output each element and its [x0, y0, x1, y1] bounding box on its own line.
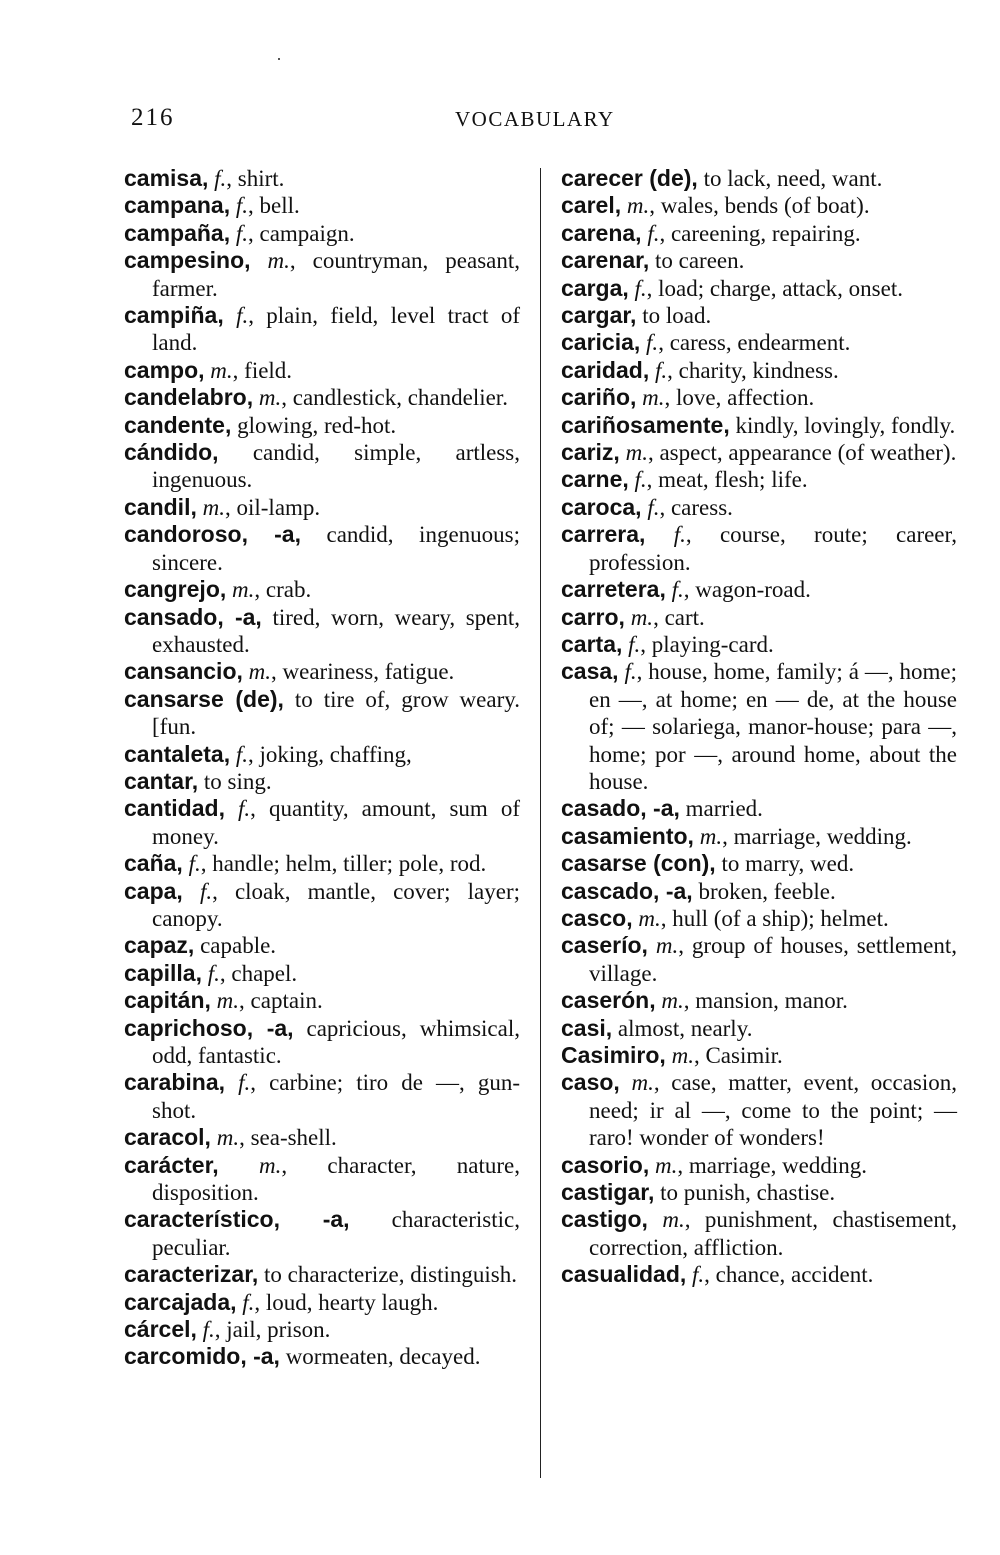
entry-definition: , character, nature, disposition.: [152, 1152, 520, 1206]
entry-definition: , oil-lamp.: [224, 494, 321, 520]
entry-headword: campiña,: [124, 302, 224, 329]
entry-gender: m.: [202, 494, 225, 520]
entry-gender: f.: [242, 1289, 255, 1315]
entry-gender: m.: [699, 823, 723, 849]
entry-definition: , carbine; tiro de —, gun-shot.: [152, 1070, 521, 1123]
entry-gender: m.: [267, 248, 290, 274]
entry-gender: f.: [647, 494, 660, 520]
entry-headword: capilla,: [124, 959, 202, 986]
entry-definition: , field.: [232, 357, 293, 383]
entry-definition: , Casimir.: [693, 1043, 783, 1068]
entry-definition: to careen.: [655, 248, 745, 274]
entry-definition: to sing.: [203, 768, 272, 794]
entry-headword: candoroso, -a,: [124, 521, 301, 548]
vocabulary-entry: [561, 1015, 957, 1042]
entry-definition: kindly, lovingly, fondly.: [735, 412, 956, 438]
vocabulary-entry: [561, 275, 957, 302]
entry-definition: married.: [685, 796, 763, 822]
entry-headword: cándido,: [124, 439, 219, 466]
entry-headword: campesino,: [124, 247, 251, 274]
entry-headword: cariz,: [561, 439, 620, 466]
running-head: VOCABULARY: [455, 107, 615, 131]
entry-definition: , house, home, family; á —, home; en —, at home; en — de, at the house of; — solariega, manor-house; para —, home; por —, around home, about the house.: [589, 659, 957, 794]
entry-definition: , punishment, chastisement, correction, affliction.: [589, 1207, 957, 1260]
vocabulary-entry: [124, 247, 520, 302]
entry-gender: f.: [199, 878, 213, 904]
vocabulary-entry: [561, 329, 957, 356]
entry-definition: characteristic, peculiar.: [152, 1207, 520, 1260]
entry-headword: cascado, -a,: [561, 877, 693, 904]
vocabulary-entry: [561, 192, 957, 219]
vocabulary-entry: [124, 494, 520, 521]
vocabulary-entry: [561, 384, 957, 411]
vocabulary-entry: [124, 521, 520, 576]
vocabulary-entry: [124, 1015, 520, 1070]
entry-definition: to marry, wed.: [721, 851, 855, 877]
entry-headword: candelabro,: [124, 384, 254, 411]
entry-definition: , wales, bends (of boat).: [649, 193, 870, 219]
entry-gender: f.: [235, 193, 248, 219]
entry-definition: , careening, repairing.: [659, 220, 861, 246]
vocabulary-entry: [124, 1289, 520, 1316]
entry-definition: , mansion, manor.: [683, 988, 848, 1014]
vocabulary-entry: [124, 357, 520, 384]
entry-headword: carel,: [561, 192, 622, 219]
entry-gender: f.: [692, 1262, 705, 1288]
entry-headword: casi,: [561, 1014, 613, 1041]
entry-definition: , bell.: [248, 193, 300, 219]
vocabulary-entry: [561, 1261, 957, 1288]
entry-definition: , quantity, amount, sum of money.: [152, 796, 521, 849]
vocabulary-entry: [561, 932, 957, 987]
entry-definition: capricious, whimsical, odd, fantastic.: [152, 1015, 520, 1068]
entry-headword: cariñosamente,: [561, 411, 730, 438]
entry-headword: casado, -a,: [561, 795, 680, 822]
vocabulary-entry: [561, 466, 957, 493]
entry-gender: m.: [216, 1125, 240, 1151]
vocabulary-entry: [561, 165, 957, 192]
entry-headword: capitán,: [124, 987, 211, 1014]
left-column: [124, 165, 520, 1371]
entry-definition: , captain.: [239, 988, 323, 1014]
entry-headword: castigar,: [561, 1179, 655, 1206]
entry-gender: m.: [248, 659, 272, 685]
entry-headword: casarse (con),: [561, 850, 716, 877]
vocabulary-entry: [124, 960, 520, 987]
vocabulary-entry: [124, 412, 520, 439]
entry-gender: m.: [642, 385, 665, 411]
entry-headword: carcajada,: [124, 1288, 237, 1315]
entry-headword: casco,: [561, 904, 633, 931]
entry-gender: f.: [624, 659, 637, 685]
entry-gender: m.: [671, 1043, 694, 1068]
entry-definition: , load; charge, attack, onset.: [646, 275, 903, 301]
vocabulary-entry: [124, 1152, 520, 1207]
vocabulary-entry: [561, 494, 957, 521]
vocabulary-entry: [124, 1261, 520, 1288]
entry-gender: f.: [654, 357, 668, 383]
entry-headword: casorio,: [561, 1151, 650, 1178]
vocabulary-entry: [124, 932, 520, 959]
entry-gender: m.: [258, 1152, 282, 1178]
entry-definition: , joking, chaffing,: [248, 741, 412, 767]
vocabulary-entry: [561, 302, 957, 329]
entry-gender: f.: [238, 796, 251, 822]
entry-gender: m.: [216, 988, 240, 1014]
vocabulary-entry: [561, 658, 957, 795]
entry-headword: carta,: [561, 630, 623, 657]
entry-definition: almost, nearly.: [617, 1015, 753, 1041]
entry-headword: caricia,: [561, 329, 641, 356]
entry-definition: , caress.: [659, 494, 733, 520]
vocabulary-entry: [124, 741, 520, 768]
entry-gender: m.: [638, 905, 661, 931]
entry-headword: caso,: [561, 1069, 620, 1096]
entry-gender: f.: [235, 741, 248, 767]
entry-headword: caserío,: [561, 932, 648, 959]
entry-headword: casamiento,: [561, 822, 694, 849]
vocabulary-entry: [561, 521, 957, 576]
entry-definition: , meat, flesh; life.: [646, 467, 808, 493]
entry-headword: cansancio,: [124, 658, 243, 685]
entry-gender: m.: [258, 385, 282, 411]
entry-headword: caserón,: [561, 987, 656, 1014]
entry-headword: candente,: [124, 411, 232, 438]
entry-headword: caprichoso, -a,: [124, 1014, 294, 1041]
entry-gender: f.: [214, 166, 227, 191]
vocabulary-entry: [561, 1179, 957, 1206]
entry-headword: cansado, -a,: [124, 603, 262, 630]
entry-headword: caroca,: [561, 493, 642, 520]
entry-headword: carabina,: [124, 1069, 225, 1096]
entry-definition: , aspect, appearance (of weather).: [647, 440, 957, 466]
entry-headword: cantaleta,: [124, 740, 231, 767]
entry-gender: f.: [238, 1070, 251, 1096]
entry-definition: , plain, field, level tract of land.: [152, 303, 520, 356]
entry-headword: campana,: [124, 192, 231, 219]
entry-headword: cárcel,: [124, 1316, 197, 1343]
vocabulary-entry: [124, 439, 520, 494]
entry-gender: m.: [232, 577, 255, 603]
entry-headword: capa,: [124, 877, 183, 904]
vocabulary-entry: [561, 631, 957, 658]
entry-definition: wormeaten, decayed.: [285, 1344, 481, 1370]
vocabulary-entry: [561, 247, 957, 274]
entry-definition: , marriage, wedding.: [677, 1152, 868, 1178]
vocabulary-entry: [561, 1069, 957, 1151]
vocabulary-entry: [561, 1152, 957, 1179]
entry-definition: , weariness, fatigue.: [271, 659, 455, 685]
entry-headword: casualidad,: [561, 1261, 687, 1288]
entry-headword: cantar,: [124, 767, 199, 794]
entry-definition: , handle; helm, tiller; pole, rod.: [200, 851, 487, 877]
entry-headword: campaña,: [124, 219, 231, 246]
entry-definition: , cloak, mantle, cover; layer; canopy.: [152, 878, 521, 931]
entry-headword: carrera,: [561, 521, 646, 548]
entry-definition: , playing-card.: [640, 631, 774, 657]
vocabulary-entry: [124, 1206, 520, 1261]
entry-headword: Casimiro,: [561, 1042, 666, 1068]
entry-definition: , love, affection.: [664, 385, 815, 411]
entry-headword: caracterizar,: [124, 1261, 259, 1288]
vocabulary-entry: [124, 795, 520, 850]
entry-definition: , chapel.: [219, 960, 298, 986]
vocabulary-entry: [561, 220, 957, 247]
entry-headword: cansarse (de),: [124, 685, 284, 712]
entry-gender: m.: [662, 1207, 685, 1233]
vocabulary-entry: [124, 1316, 520, 1343]
entry-definition: , sea-shell.: [239, 1125, 337, 1151]
entry-definition: to characterize, distinguish.: [264, 1262, 517, 1288]
entry-gender: f.: [634, 467, 647, 493]
entry-definition: , shirt.: [226, 166, 285, 191]
entry-gender: f.: [634, 275, 647, 301]
entry-definition: candid, ingenuous; sincere.: [152, 522, 520, 575]
entry-headword: cangrejo,: [124, 576, 227, 603]
entry-definition: to punish, chastise.: [660, 1180, 836, 1206]
entry-definition: , campaign.: [248, 220, 355, 246]
entry-definition: candid, simple, artless, ingenuous.: [152, 440, 520, 493]
entry-headword: carena,: [561, 219, 642, 246]
column-rule: [540, 168, 541, 1478]
entry-headword: caña,: [124, 850, 183, 877]
entry-definition: , countryman, peasant, farmer.: [152, 248, 520, 301]
entry-headword: carecer (de),: [561, 165, 698, 191]
vocabulary-entry: [561, 878, 957, 905]
entry-gender: m.: [661, 988, 684, 1014]
entry-headword: carretera,: [561, 576, 666, 603]
entry-headword: característico, -a,: [124, 1206, 350, 1233]
vocabulary-entry: [561, 412, 957, 439]
vocabulary-entry: [124, 192, 520, 219]
entry-definition: to tire of, grow weary. [fun.: [152, 686, 520, 740]
vocabulary-entry: [561, 439, 957, 466]
entry-definition: , marriage, wedding.: [722, 823, 912, 849]
page-number: 216: [131, 104, 175, 131]
right-column: [561, 165, 957, 1289]
vocabulary-entry: [124, 686, 520, 741]
entry-headword: candil,: [124, 493, 197, 520]
entry-gender: f.: [188, 851, 201, 877]
vocabulary-entry: [124, 878, 520, 933]
entry-definition: , wagon-road.: [683, 577, 811, 603]
vocabulary-entry: [124, 658, 520, 685]
entry-gender: f.: [235, 220, 248, 246]
vocabulary-entry: [561, 604, 957, 631]
entry-headword: cariño,: [561, 384, 637, 411]
entry-gender: m.: [654, 1152, 678, 1178]
entry-headword: cargar,: [561, 302, 637, 329]
entry-definition: , group of houses, settlement, village.: [589, 933, 957, 986]
entry-definition: , case, matter, event, occasion, need; ir al —, come to the point; — raro! wonder of wonders!: [589, 1070, 957, 1151]
vocabulary-entry: [561, 576, 957, 603]
entry-gender: m.: [631, 1070, 654, 1096]
vocabulary-entry: [124, 165, 520, 192]
vocabulary-entry: [124, 302, 520, 357]
entry-headword: carga,: [561, 274, 629, 301]
entry-gender: m.: [655, 933, 679, 959]
entry-definition: , crab.: [254, 577, 312, 603]
vocabulary-entry: [561, 823, 957, 850]
entry-gender: m.: [210, 357, 233, 383]
vocabulary-entry: [561, 905, 957, 932]
vocabulary-entry: [124, 384, 520, 411]
vocabulary-entry: [561, 795, 957, 822]
entry-headword: castigo,: [561, 1206, 648, 1233]
entry-definition: capable.: [200, 933, 277, 959]
entry-headword: carro,: [561, 603, 625, 630]
vocabulary-entry: [124, 987, 520, 1014]
vocabulary-entry: [124, 604, 520, 659]
entry-definition: tired, worn, weary, spent, exhausted.: [152, 604, 521, 657]
entry-definition: , jail, prison.: [214, 1317, 331, 1343]
entry-headword: carácter,: [124, 1151, 219, 1178]
entry-gender: f.: [673, 522, 686, 548]
print-speck: [278, 58, 280, 60]
entry-gender: f.: [646, 330, 659, 356]
vocabulary-entry: [561, 1206, 957, 1261]
entry-headword: carenar,: [561, 247, 650, 274]
entry-headword: carne,: [561, 466, 629, 493]
entry-gender: f.: [647, 220, 660, 246]
vocabulary-entry: [561, 987, 957, 1014]
entry-gender: m.: [625, 440, 648, 466]
entry-gender: m.: [626, 193, 650, 219]
vocabulary-entry: [124, 576, 520, 603]
vocabulary-entry: [124, 1124, 520, 1151]
entry-headword: casa,: [561, 658, 619, 685]
entry-headword: caridad,: [561, 356, 650, 383]
entry-definition: , caress, endearment.: [658, 330, 851, 356]
entry-definition: , cart.: [653, 604, 705, 630]
entry-definition: glowing, red-hot.: [237, 412, 397, 438]
entry-definition: , course, route; career, profession.: [589, 522, 958, 575]
entry-definition: to load.: [642, 303, 712, 329]
entry-headword: cantidad,: [124, 795, 225, 822]
entry-gender: f.: [202, 1317, 215, 1343]
entry-definition: , charity, kindness.: [667, 357, 839, 383]
entry-headword: capaz,: [124, 932, 195, 959]
vocabulary-entry: [561, 1042, 957, 1069]
entry-definition: , candlestick, chandelier.: [281, 385, 508, 411]
vocabulary-entry: [124, 768, 520, 795]
entry-gender: f.: [207, 960, 220, 986]
vocabulary-entry: [124, 850, 520, 877]
entry-definition: , chance, accident.: [704, 1262, 874, 1288]
entry-headword: carcomido, -a,: [124, 1343, 280, 1370]
entry-headword: camisa,: [124, 165, 209, 191]
entry-headword: campo,: [124, 356, 205, 383]
entry-gender: m.: [630, 604, 654, 630]
entry-headword: caracol,: [124, 1124, 211, 1151]
entry-gender: f.: [236, 303, 249, 329]
vocabulary-entry: [124, 1069, 520, 1124]
entry-definition: , hull (of a ship); helmet.: [660, 905, 889, 931]
vocabulary-entry: [561, 850, 957, 877]
entry-definition: , loud, hearty laugh.: [254, 1289, 439, 1315]
entry-gender: f.: [671, 577, 684, 603]
entry-gender: f.: [628, 631, 641, 657]
vocabulary-entry: [124, 220, 520, 247]
entry-definition: broken, feeble.: [698, 878, 836, 904]
vocabulary-entry: [124, 1343, 520, 1370]
vocabulary-entry: [561, 357, 957, 384]
entry-definition: to lack, need, want.: [703, 166, 883, 191]
